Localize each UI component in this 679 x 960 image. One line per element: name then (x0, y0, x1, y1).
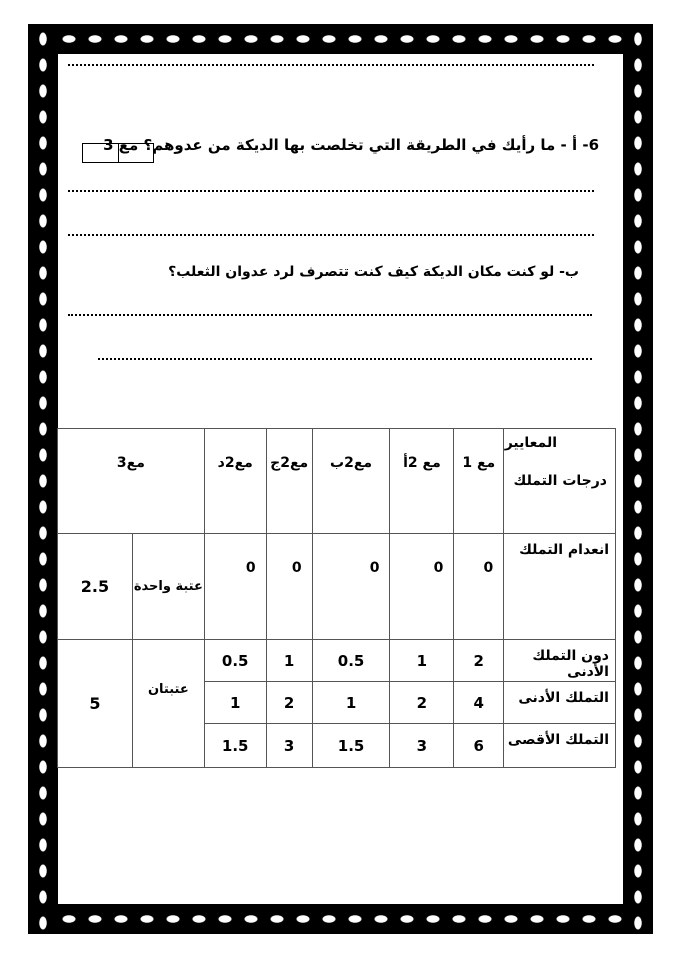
row-label: التملك الأقصى (504, 724, 616, 768)
header-m2b: مع2ب (312, 429, 390, 534)
cell-value: 1.5 (204, 724, 266, 768)
answer-line-6b-1[interactable] (68, 314, 592, 316)
cell-value: 4 (454, 682, 504, 724)
cell-value: 0.5 (312, 640, 390, 682)
answer-line-top[interactable] (68, 64, 594, 66)
answer-line-6b-2[interactable] (98, 358, 592, 360)
cell-value: 0 (266, 534, 312, 640)
score-boxes (82, 143, 154, 163)
m3-score-one: 2.5 (58, 534, 133, 640)
score-box[interactable] (83, 144, 118, 162)
cell-value: 3 (266, 724, 312, 768)
cell-value: 2 (454, 640, 504, 682)
cell-value: 1 (312, 682, 390, 724)
question-6a: 6- أ - ما رأيك في الطريقة التي تخلصت بها الديكة من عدوهم؟ مع 3 (103, 136, 599, 154)
row-label: دون التملك الأدنى (504, 640, 616, 682)
cell-value: 1.5 (312, 724, 390, 768)
row-label: انعدام التملك (504, 534, 616, 640)
cell-value: 1 (204, 682, 266, 724)
corner-bottom-label: درجات التملك (513, 473, 607, 489)
decorative-border-left (30, 26, 56, 932)
header-m1: مع 1 (454, 429, 504, 534)
cell-value: 1 (266, 640, 312, 682)
cell-value: 1 (390, 640, 454, 682)
cell-value: 6 (454, 724, 504, 768)
row-label: التملك الأدنى (504, 682, 616, 724)
question-6b: ب- لو كنت مكان الديكة كيف كنت تتصرف لرد عدوان الثعلب؟ (168, 264, 579, 280)
m3-score-two: 5 (58, 640, 133, 768)
table-row (58, 534, 616, 640)
table-row (58, 640, 616, 682)
m3-step-one: عتبة واحدة (132, 534, 204, 640)
table-header-row (58, 429, 616, 534)
score-box[interactable] (118, 144, 154, 162)
answer-line-6a-2[interactable] (68, 234, 594, 236)
m3-step-two: عتبتان (132, 640, 204, 768)
header-m2a: مع 2أ (390, 429, 454, 534)
decorative-border-bottom (30, 906, 651, 932)
cell-value: 0 (454, 534, 504, 640)
corner-top-label: المعايير (504, 435, 557, 451)
header-m2d: مع2د (204, 429, 266, 534)
cell-value: 3 (390, 724, 454, 768)
cell-value: 2 (390, 682, 454, 724)
decorative-border-top (30, 26, 651, 52)
header-m2c: مع2ج (266, 429, 312, 534)
cell-value: 0 (312, 534, 390, 640)
cell-value: 0 (390, 534, 454, 640)
header-m3: مع3 (58, 429, 205, 534)
criteria-table (57, 428, 616, 768)
cell-value: 0.5 (204, 640, 266, 682)
cell-value: 0 (204, 534, 266, 640)
decorative-border-right (625, 26, 651, 932)
corner-cell (504, 429, 616, 534)
cell-value: 2 (266, 682, 312, 724)
answer-line-6a-1[interactable] (68, 190, 594, 192)
